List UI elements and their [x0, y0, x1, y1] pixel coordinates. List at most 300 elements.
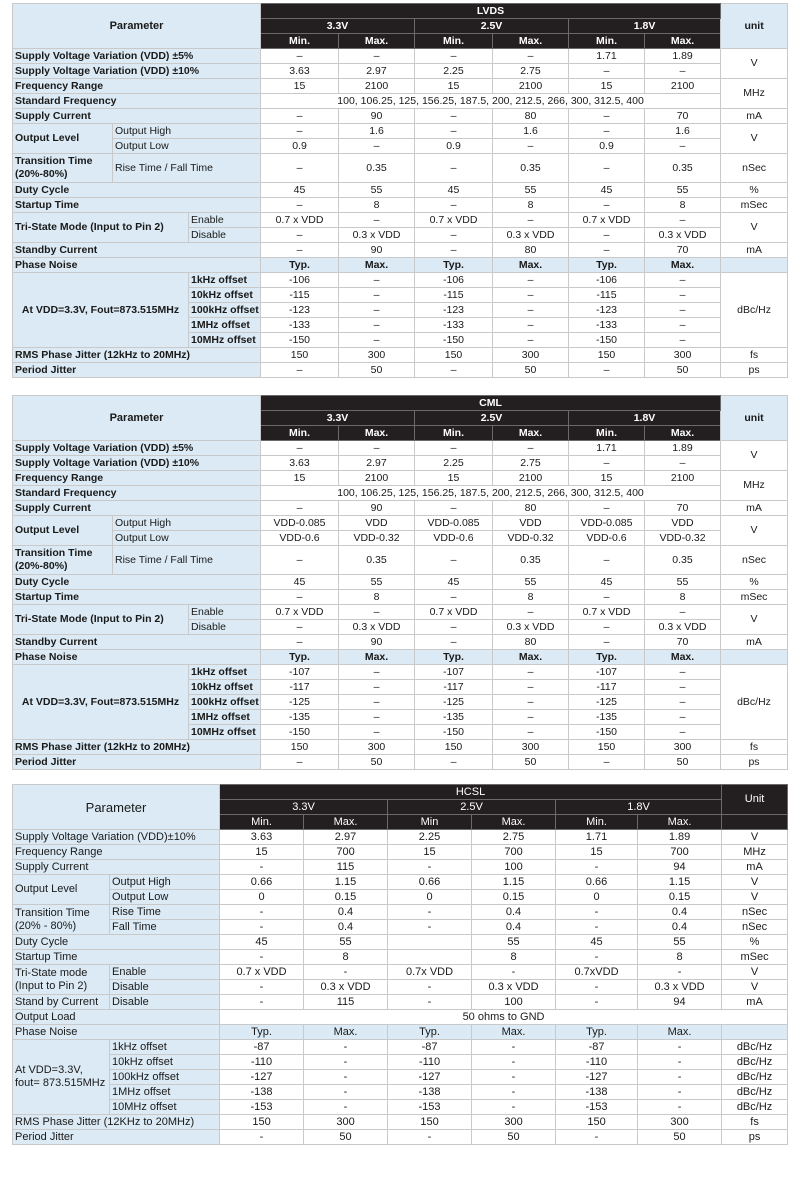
cell: –: [493, 665, 569, 680]
cell: 15: [415, 79, 493, 94]
cell: –: [415, 228, 493, 243]
unit-cell: V: [721, 516, 788, 546]
min-header: Min.: [556, 815, 638, 830]
cell: 0.7 x VDD: [415, 605, 493, 620]
cell: 2100: [339, 471, 415, 486]
max-header: Max.: [645, 426, 721, 441]
cell: 8: [339, 590, 415, 605]
cell: 1.6: [645, 124, 721, 139]
cell: 300: [339, 740, 415, 755]
table-row: [13, 198, 788, 213]
voltage-header-2v5: 2.5V: [388, 800, 556, 815]
cell: –: [415, 590, 493, 605]
cell: –: [415, 501, 493, 516]
cell: –: [415, 546, 493, 575]
cell: –: [415, 620, 493, 635]
cell: –: [493, 333, 569, 348]
offset-label: 1kHz offset: [189, 273, 261, 288]
cell: -: [388, 1130, 472, 1145]
cell: -87: [556, 1040, 638, 1055]
cell: VDD-0.085: [569, 516, 645, 531]
cell: –: [645, 695, 721, 710]
cell: –: [339, 213, 415, 228]
cell: -: [472, 965, 556, 980]
offset-label: 100kHz offset: [189, 695, 261, 710]
row-label: Startup Time: [13, 590, 261, 605]
cell: 2100: [645, 79, 721, 94]
table-row: [13, 258, 788, 273]
table-row: [13, 213, 788, 228]
table-row: [13, 995, 788, 1010]
table-row: [13, 845, 788, 860]
interface-type-header: HCSL: [220, 785, 722, 800]
cell: 90: [339, 109, 415, 124]
sub-label: Enable: [110, 965, 220, 980]
unit-cell: V: [721, 441, 788, 471]
table-row: [13, 1010, 788, 1025]
unit-cell: fs: [721, 348, 788, 363]
cell: 115: [304, 860, 388, 875]
cell: 0.3 x VDD: [493, 228, 569, 243]
cell: 2100: [493, 471, 569, 486]
cell: –: [493, 695, 569, 710]
cell: 0.4: [472, 905, 556, 920]
lvds-spec-table: [12, 3, 788, 378]
table-row: [13, 1130, 788, 1145]
row-label: Duty Cycle: [13, 575, 261, 590]
table-row: [13, 575, 788, 590]
phase-noise-label: Phase Noise: [13, 258, 261, 273]
offset-label: 100kHz offset: [110, 1070, 220, 1085]
cell: –: [645, 64, 721, 79]
cell: -: [220, 1130, 304, 1145]
cell: 8: [339, 198, 415, 213]
unit-cell: V: [721, 605, 788, 635]
row-label: Period Jitter: [13, 1130, 220, 1145]
cell: 94: [638, 860, 722, 875]
cell: –: [645, 680, 721, 695]
cell: 0.35: [493, 154, 569, 183]
voltage-header-1v8: 1.8V: [569, 19, 721, 34]
cell: –: [645, 303, 721, 318]
cell: 0.7 x VDD: [261, 605, 339, 620]
table-row: [13, 49, 788, 64]
cell: 8: [638, 950, 722, 965]
interface-type-header: CML: [261, 396, 721, 411]
cell: 15: [261, 79, 339, 94]
sub-label: Rise Time / Fall Time: [113, 154, 261, 183]
cell: –: [339, 710, 415, 725]
sub-label: Disable: [110, 980, 220, 995]
cell: 45: [556, 935, 638, 950]
cell: 300: [645, 740, 721, 755]
unit-cell: ps: [721, 363, 788, 378]
cell: 50: [339, 755, 415, 770]
row-label: Standard Frequency: [13, 486, 261, 501]
cell: 70: [645, 109, 721, 124]
row-label: Duty Cycle: [13, 183, 261, 198]
cell: -: [220, 920, 304, 935]
cell: –: [261, 49, 339, 64]
output-load-value: 50 ohms to GND: [220, 1010, 788, 1025]
table-row: [13, 740, 788, 755]
cell: -: [304, 1070, 388, 1085]
cell: -: [220, 980, 304, 995]
row-label: Period Jitter: [13, 755, 261, 770]
row-label: Supply Current: [13, 501, 261, 516]
cell: –: [645, 665, 721, 680]
cell: –: [415, 109, 493, 124]
row-label: Startup Time: [13, 198, 261, 213]
unit-cell: mA: [721, 501, 788, 516]
max-header: Max.: [339, 34, 415, 49]
cell: -133: [415, 318, 493, 333]
cell: -115: [415, 288, 493, 303]
cell: VDD-0.32: [339, 531, 415, 546]
table-row: [13, 605, 788, 620]
cell: 8: [645, 590, 721, 605]
cell: -: [472, 1055, 556, 1070]
cell: 70: [645, 501, 721, 516]
max-header: Max.: [645, 258, 721, 273]
cell: 55: [645, 575, 721, 590]
cell: 0.9: [261, 139, 339, 154]
cell: -: [220, 950, 304, 965]
cell: 15: [569, 471, 645, 486]
table-row: [13, 755, 788, 770]
cell: –: [261, 755, 339, 770]
unit-cell: MHz: [721, 471, 788, 501]
cell: –: [569, 109, 645, 124]
cell: -: [638, 1040, 722, 1055]
table-row: [13, 635, 788, 650]
cell: -138: [388, 1085, 472, 1100]
cell: 15: [220, 845, 304, 860]
row-label: RMS Phase Jitter (12KHz to 20MHz): [13, 1115, 220, 1130]
unit-cell: mSec: [722, 950, 788, 965]
unit-cell: %: [721, 575, 788, 590]
cell: 80: [493, 109, 569, 124]
cell: 50: [645, 755, 721, 770]
cell: 90: [339, 635, 415, 650]
table-row: [13, 650, 788, 665]
unit-cell: V: [722, 980, 788, 995]
cell: 700: [304, 845, 388, 860]
table-row: [13, 935, 788, 950]
offset-label: 1kHz offset: [110, 1040, 220, 1055]
row-label: RMS Phase Jitter (12kHz to 20MHz): [13, 348, 261, 363]
cell: 0.4: [638, 920, 722, 935]
cell: 2.75: [493, 456, 569, 471]
cell: 0: [556, 890, 638, 905]
cell: –: [261, 243, 339, 258]
cell: –: [645, 333, 721, 348]
table-row: [13, 64, 788, 79]
cell: -153: [388, 1100, 472, 1115]
cell: –: [261, 620, 339, 635]
min-header: Min.: [569, 426, 645, 441]
cell: 2.97: [339, 456, 415, 471]
row-label: Tri-State Mode (Input to Pin 2): [13, 213, 189, 243]
cell: –: [415, 635, 493, 650]
typ-header: Typ.: [556, 1025, 638, 1040]
cell: –: [645, 273, 721, 288]
cell: –: [261, 228, 339, 243]
cell: 0.3 x VDD: [304, 980, 388, 995]
cell: -: [472, 1070, 556, 1085]
cell: -150: [415, 725, 493, 740]
cell: 45: [415, 183, 493, 198]
unit-cell: V: [722, 890, 788, 905]
cell: –: [339, 303, 415, 318]
cell: 2100: [645, 471, 721, 486]
cell: -107: [569, 665, 645, 680]
cell: –: [493, 139, 569, 154]
row-label: Duty Cycle: [13, 935, 220, 950]
cell: -: [556, 920, 638, 935]
cell: 15: [388, 845, 472, 860]
cell: –: [261, 109, 339, 124]
cell: 0.9: [415, 139, 493, 154]
cell: 55: [339, 575, 415, 590]
table-row: [13, 1115, 788, 1130]
parameter-header: Parameter: [13, 785, 220, 830]
cell: 8: [472, 950, 556, 965]
cell: 0.66: [220, 875, 304, 890]
cell: –: [645, 456, 721, 471]
voltage-header-3v3: 3.3V: [261, 19, 415, 34]
table-row: [13, 1070, 788, 1085]
table-row: [13, 139, 788, 154]
row-label: Stand by Current: [13, 995, 110, 1010]
cell: –: [493, 49, 569, 64]
typ-header: Typ.: [261, 650, 339, 665]
cell: 3.63: [220, 830, 304, 845]
offset-label: 10MHz offset: [189, 725, 261, 740]
table-row: [13, 905, 788, 920]
cell: -107: [415, 665, 493, 680]
unit-cell: mA: [721, 109, 788, 124]
cell: 0.9: [569, 139, 645, 154]
cell: –: [493, 213, 569, 228]
cell: -125: [569, 695, 645, 710]
cell: -: [220, 860, 304, 875]
cell: –: [569, 755, 645, 770]
table-row: [13, 516, 788, 531]
cell: 50: [493, 755, 569, 770]
sub-label: Output High: [113, 124, 261, 139]
row-label: Supply Voltage Variation (VDD) ±5%: [13, 49, 261, 64]
cell: 0.3 x VDD: [493, 620, 569, 635]
cell: -115: [569, 288, 645, 303]
cell: -110: [556, 1055, 638, 1070]
cell: -150: [261, 725, 339, 740]
unit-cell: dBc/Hz: [721, 273, 788, 348]
cell: –: [261, 198, 339, 213]
typ-header: Typ.: [388, 1025, 472, 1040]
cell: –: [339, 605, 415, 620]
unit-cell: [721, 258, 788, 273]
cell: VDD-0.085: [261, 516, 339, 531]
parameter-header: Parameter: [13, 4, 261, 49]
table-row: [13, 965, 788, 980]
cell: -135: [261, 710, 339, 725]
cell: -: [638, 1085, 722, 1100]
cell: 300: [638, 1115, 722, 1130]
unit-cell: MHz: [721, 79, 788, 109]
row-label: Standby Current: [13, 243, 261, 258]
unit-cell: mA: [722, 995, 788, 1010]
cell: –: [569, 124, 645, 139]
sub-label: Output Low: [113, 531, 261, 546]
cell: 1.15: [472, 875, 556, 890]
max-header: Max.: [493, 650, 569, 665]
row-label: Tri-State mode (Input to Pin 2): [13, 965, 110, 995]
cell: 0.4: [304, 905, 388, 920]
typ-header: Typ.: [415, 258, 493, 273]
max-header: Max.: [493, 426, 569, 441]
cell: -: [388, 995, 472, 1010]
cell: –: [261, 124, 339, 139]
unit-cell: dBc/Hz: [721, 665, 788, 740]
cell: -127: [556, 1070, 638, 1085]
cell: 0.35: [645, 154, 721, 183]
cell: -153: [220, 1100, 304, 1115]
cell: -125: [415, 695, 493, 710]
cell: –: [645, 288, 721, 303]
unit-cell: dBc/Hz: [722, 1055, 788, 1070]
table-row: [13, 79, 788, 94]
unit-header: Unit: [722, 785, 788, 815]
cell: -153: [556, 1100, 638, 1115]
cell: 1.71: [569, 441, 645, 456]
cell: –: [569, 154, 645, 183]
cell: 55: [472, 935, 556, 950]
max-header: Max.: [472, 1025, 556, 1040]
cell: 150: [556, 1115, 638, 1130]
cell: 0.7 x VDD: [220, 965, 304, 980]
cell: 1.6: [493, 124, 569, 139]
cell: -: [388, 860, 472, 875]
cell: 0.4: [304, 920, 388, 935]
cell: 150: [569, 740, 645, 755]
cell: 45: [261, 183, 339, 198]
cell: -138: [220, 1085, 304, 1100]
cell: 1.89: [645, 49, 721, 64]
cell: VDD-0.6: [569, 531, 645, 546]
cell: –: [415, 198, 493, 213]
row-label: Standard Frequency: [13, 94, 261, 109]
unit-cell: MHz: [722, 845, 788, 860]
cell: –: [339, 680, 415, 695]
row-label: Standby Current: [13, 635, 261, 650]
cell: 3.63: [261, 456, 339, 471]
table-row: [13, 531, 788, 546]
cell: -133: [261, 318, 339, 333]
cell: -: [472, 1040, 556, 1055]
cell: –: [569, 635, 645, 650]
table-row: [13, 920, 788, 935]
cell: –: [261, 590, 339, 605]
cml-spec-table: [12, 395, 788, 770]
cell: –: [569, 198, 645, 213]
cell: -: [388, 920, 472, 935]
cell: [388, 935, 472, 950]
table-row: [13, 1055, 788, 1070]
cell: –: [415, 124, 493, 139]
cell: –: [569, 546, 645, 575]
row-label: Transition Time (20%-80%): [13, 546, 113, 575]
cell: -: [472, 1100, 556, 1115]
cell: 100: [472, 860, 556, 875]
cell: 50: [472, 1130, 556, 1145]
cell: –: [569, 64, 645, 79]
unit-cell: V: [721, 49, 788, 79]
cell: 45: [415, 575, 493, 590]
offset-label: 1MHz offset: [189, 710, 261, 725]
cell: -: [304, 1055, 388, 1070]
cell: 55: [339, 183, 415, 198]
table-row: [13, 154, 788, 183]
typ-header: Typ.: [569, 650, 645, 665]
cell: 150: [415, 348, 493, 363]
cell: 0.15: [472, 890, 556, 905]
cell: –: [493, 303, 569, 318]
sub-label: Output High: [113, 516, 261, 531]
cell: -87: [220, 1040, 304, 1055]
cell: -: [304, 965, 388, 980]
table-row: [13, 348, 788, 363]
cell: –: [261, 154, 339, 183]
cell: 150: [415, 740, 493, 755]
cell: 55: [493, 183, 569, 198]
cell: -150: [569, 333, 645, 348]
table-row: [13, 501, 788, 516]
cell: -123: [261, 303, 339, 318]
max-header: Max.: [638, 815, 722, 830]
cell: –: [415, 154, 493, 183]
voltage-header-2v5: 2.5V: [415, 411, 569, 426]
cell: 2100: [493, 79, 569, 94]
cell: –: [261, 441, 339, 456]
unit-cell: V: [721, 213, 788, 243]
cell: 80: [493, 243, 569, 258]
table-row: [13, 441, 788, 456]
cell: –: [493, 680, 569, 695]
sub-label: Disable: [189, 620, 261, 635]
cell: –: [493, 725, 569, 740]
cell: 1.15: [304, 875, 388, 890]
cell: 50: [638, 1130, 722, 1145]
cell: –: [339, 725, 415, 740]
max-header: Max.: [304, 815, 388, 830]
unit-cell: %: [721, 183, 788, 198]
cell: 100: [472, 995, 556, 1010]
cell: -117: [261, 680, 339, 695]
cell: 2.25: [388, 830, 472, 845]
cell: 0.3 x VDD: [339, 620, 415, 635]
cell: –: [261, 363, 339, 378]
sub-label: Output High: [110, 875, 220, 890]
cell: –: [415, 755, 493, 770]
cell: -87: [388, 1040, 472, 1055]
cell: –: [339, 318, 415, 333]
offset-label: 10MHz offset: [110, 1100, 220, 1115]
phase-noise-condition: At VDD=3.3V, Fout=873.515MHz: [13, 273, 189, 348]
cell: 0.4: [472, 920, 556, 935]
standard-frequency-list: 100, 106.25, 125, 156.25, 187.5, 200, 212.5, 266, 300, 312.5, 400: [261, 94, 721, 109]
unit-cell: V: [722, 875, 788, 890]
